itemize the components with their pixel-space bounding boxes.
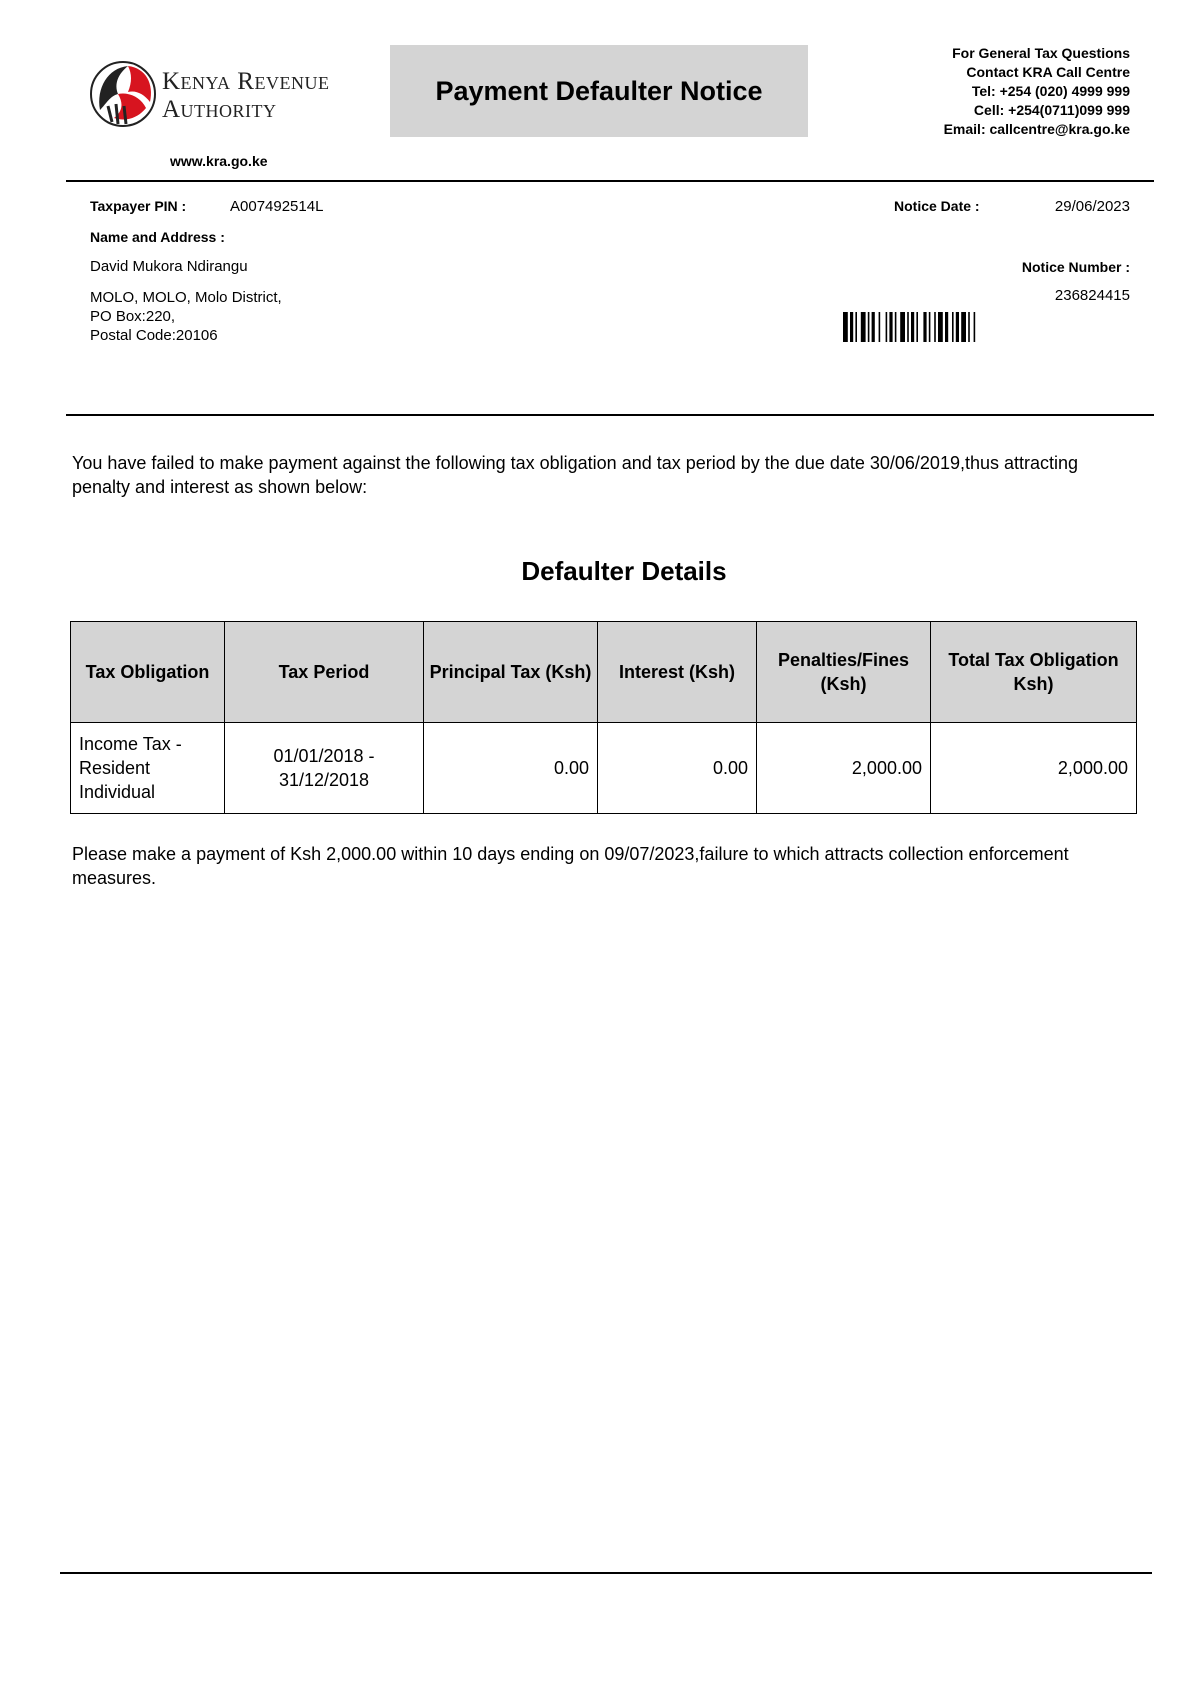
table-row [71, 723, 1137, 814]
contact-tel: Tel: +254 (020) 4999 999 [971, 83, 1130, 99]
header-penalties: Penalties/Fines (Ksh) [757, 622, 931, 723]
taxpayer-address [90, 288, 282, 345]
contact-block [944, 44, 1130, 139]
cell-interest: 0.00 [598, 723, 757, 814]
header-interest: Interest (Ksh) [598, 622, 757, 723]
notice-number-value: 236824415 [1054, 287, 1130, 304]
taxpayer-name: David Mukora Ndirangu [90, 258, 248, 275]
header-principal-tax: Principal Tax (Ksh) [424, 622, 598, 723]
barcode-icon [843, 312, 1051, 342]
logo-text-line-2: Authority [162, 96, 277, 123]
notice-date-value: 29/06/2023 [1054, 198, 1130, 215]
contact-email[interactable]: Email: callcentre@kra.go.ke [943, 121, 1130, 137]
website-link[interactable]: www.kra.go.ke [170, 153, 268, 169]
notice-number-label: Notice Number : [1021, 259, 1130, 275]
header-tax-period: Tax Period [225, 622, 424, 723]
cell-tax-period: 01/01/2018 - 31/12/2018 [225, 723, 424, 814]
closing-paragraph: Please make a payment of Ksh 2,000.00 within 10 days ending on 09/07/2023,failure to which attracts collection enforcement measures. [72, 844, 1069, 888]
defaulter-details-table [70, 621, 1137, 814]
page-title: Payment Defaulter Notice [390, 45, 808, 137]
name-address-label: Name and Address : [90, 229, 225, 245]
footer-divider [60, 1572, 1152, 1574]
cell-tax-obligation: Income Tax - Resident Individual [71, 723, 225, 814]
cell-penalties: 2,000.00 [757, 723, 931, 814]
logo-text-line-1: Kenya Revenue [162, 68, 330, 95]
contact-cell: Cell: +254(0711)099 999 [973, 102, 1130, 118]
notice-date-label: Notice Date : [894, 198, 980, 214]
header-total: Total Tax Obligation Ksh) [931, 622, 1137, 723]
address-line-1: MOLO, MOLO, Molo District, [90, 289, 282, 306]
header-divider [66, 180, 1154, 182]
contact-line-1: For General Tax Questions [952, 45, 1130, 61]
info-divider [66, 414, 1154, 416]
address-line-3: Postal Code:20106 [90, 327, 218, 344]
contact-line-2: Contact KRA Call Centre [966, 64, 1130, 80]
cell-principal-tax: 0.00 [424, 723, 598, 814]
address-line-2: PO Box:220, [90, 308, 176, 325]
intro-paragraph: You have failed to make payment against the following tax obligation and tax period by the due date 30/06/2019,thus attracting penalty and interest as shown below: [72, 453, 1079, 497]
taxpayer-pin-value: A007492514L [230, 198, 324, 215]
header-tax-obligation: Tax Obligation [71, 622, 225, 723]
table-header-row [71, 622, 1137, 723]
kra-logo [88, 58, 378, 134]
cell-total: 2,000.00 [931, 723, 1137, 814]
lion-emblem-icon [88, 58, 158, 130]
taxpayer-pin-label: Taxpayer PIN : [90, 198, 187, 214]
section-title: Defaulter Details [521, 556, 727, 586]
